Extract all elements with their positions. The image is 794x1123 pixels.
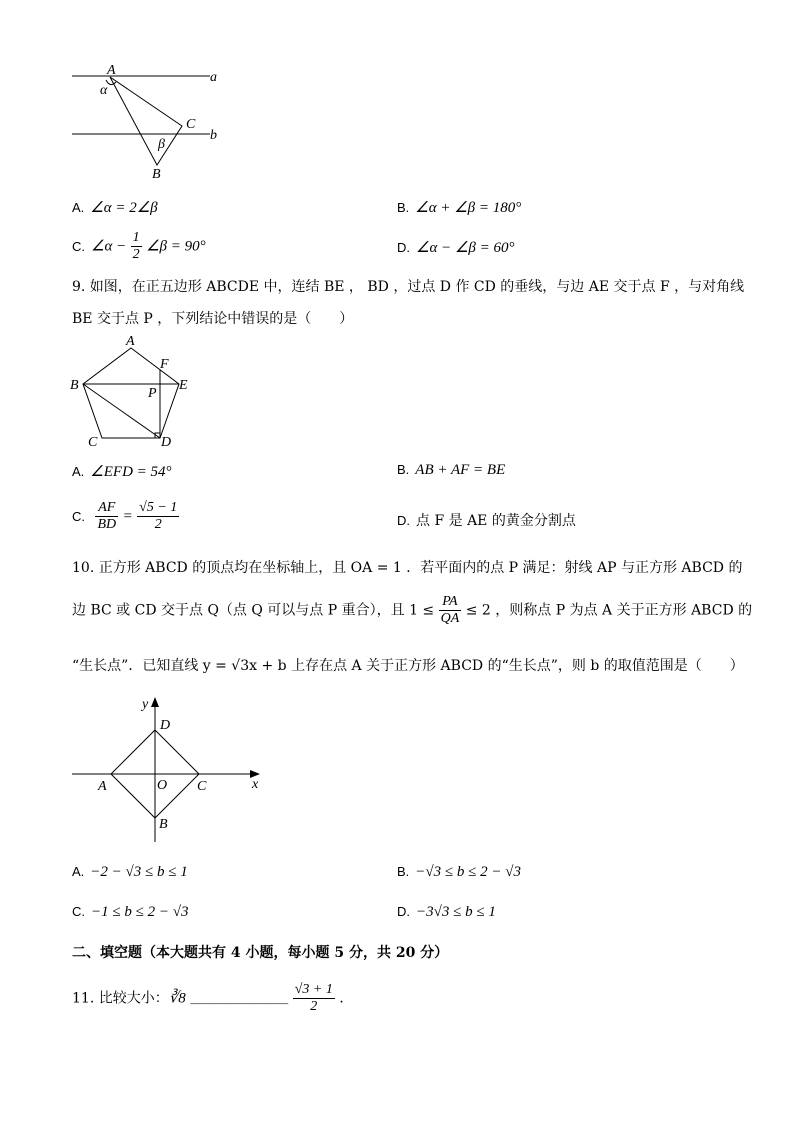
q9-option-d: D. 点 F 是 AE 的黄金分割点 — [397, 513, 576, 529]
q9-option-c: C. $\frac{AF}{BD}$ = $\frac{√5 - 1}{2}$ — [72, 500, 178, 532]
q10-option-a: A. −2 − √3 ≤ b ≤ 1 — [72, 864, 188, 880]
fig10-label-x: x — [252, 777, 259, 792]
q10-option-c: C. −1 ≤ b ≤ 2 − √3 — [72, 904, 189, 920]
pentagon-figure — [66, 334, 206, 449]
fig9-label-C: C — [88, 435, 98, 449]
answer-blank: ＿＿＿＿＿＿＿ — [190, 990, 289, 1007]
q10-stem-line1: 10. 正方形 ABCD 的顶点均在坐标轴上，且 OA = 1 ．若平面内的点 P 满足：射线 AP 与正方形 ABCD 的 — [72, 560, 743, 576]
fig10-label-B: B — [159, 817, 168, 832]
q10-stem-line2: 边 BC 或 CD 交于点 Q（点 Q 可以与点 P 重合），且 1 ≤ $\frac{PA}{QA}$ ≤ 2 ，则称点 P 为点 A 关于正方形 ABCD 的 — [72, 594, 753, 626]
fig8-label-alpha: α — [100, 83, 108, 98]
q10-option-d: D. −3√3 ≤ b ≤ 1 — [397, 904, 496, 920]
fraction: $\frac{√5 - 1}{2}$ — [139, 500, 178, 532]
q8-option-c: C. ∠α − $\frac{1}{2}$ ∠β = 90° — [72, 230, 206, 262]
fraction: $\frac{PA}{QA}$ — [440, 594, 460, 626]
fig10-label-C: C — [197, 779, 207, 794]
fig8-label-b: b — [210, 128, 217, 143]
fig9-label-D: D — [161, 435, 172, 449]
fig8-label-C: C — [186, 117, 196, 132]
fraction: $\frac{√3 + 1}{2}$ — [294, 982, 333, 1014]
q8-option-d: D. ∠α − ∠β = 60° — [397, 240, 515, 256]
q10-option-b: B. −√3 ≤ b ≤ 2 − √3 — [397, 864, 521, 880]
fig9-label-B: B — [70, 378, 79, 393]
q9-option-a: A. ∠EFD = 54° — [72, 464, 172, 480]
fig9-label-P: P — [148, 386, 157, 401]
q11: 11. 比较大小：∛8 ＿＿＿＿＿＿＿ $\frac{√3 + 1}{2}$ . — [72, 982, 344, 1014]
q9-stem-line1: 9. 如图，在正五边形 ABCDE 中，连结 BE ， BD ，过点 D 作 CD 的垂线，与边 AE 交于点 F ，与对角线 — [72, 279, 745, 295]
q9-stem-line2: BE 交于点 P ，下列结论中错误的是（ ） — [72, 311, 354, 327]
section-heading: 二、填空题（本大题共有 4 小题，每小题 5 分，共 20 分） — [72, 945, 449, 961]
fig8-label-a: a — [210, 70, 217, 85]
q9-option-b: B. AB + AF = BE — [397, 462, 506, 478]
q10-stem-line3: “生长点”．已知直线 y = √3x + b 上存在点 A 关于正方形 ABCD 的“生长点”，则 b 的取值范围是（ ） — [72, 658, 744, 674]
fig10-label-y: y — [142, 697, 149, 712]
fig10-label-D: D — [160, 718, 171, 733]
fraction: $\frac{1}{2}$ — [132, 230, 140, 262]
fig8-label-beta: β — [158, 137, 165, 152]
coordinate-square-figure — [66, 694, 276, 844]
parallel-lines-figure — [60, 60, 240, 185]
fig9-label-A: A — [126, 334, 135, 349]
fig10-label-A: A — [98, 779, 107, 794]
fig9-label-F: F — [160, 357, 169, 372]
fig9-label-E: E — [179, 378, 188, 393]
q8-option-b: B. ∠α + ∠β = 180° — [397, 200, 522, 216]
fraction: $\frac{AF}{BD}$ — [97, 500, 117, 532]
fig10-label-O: O — [157, 778, 168, 793]
fig8-label-B: B — [152, 167, 161, 182]
fig8-label-A: A — [107, 63, 116, 78]
q8-option-a: A. ∠α = 2∠β — [72, 200, 158, 216]
